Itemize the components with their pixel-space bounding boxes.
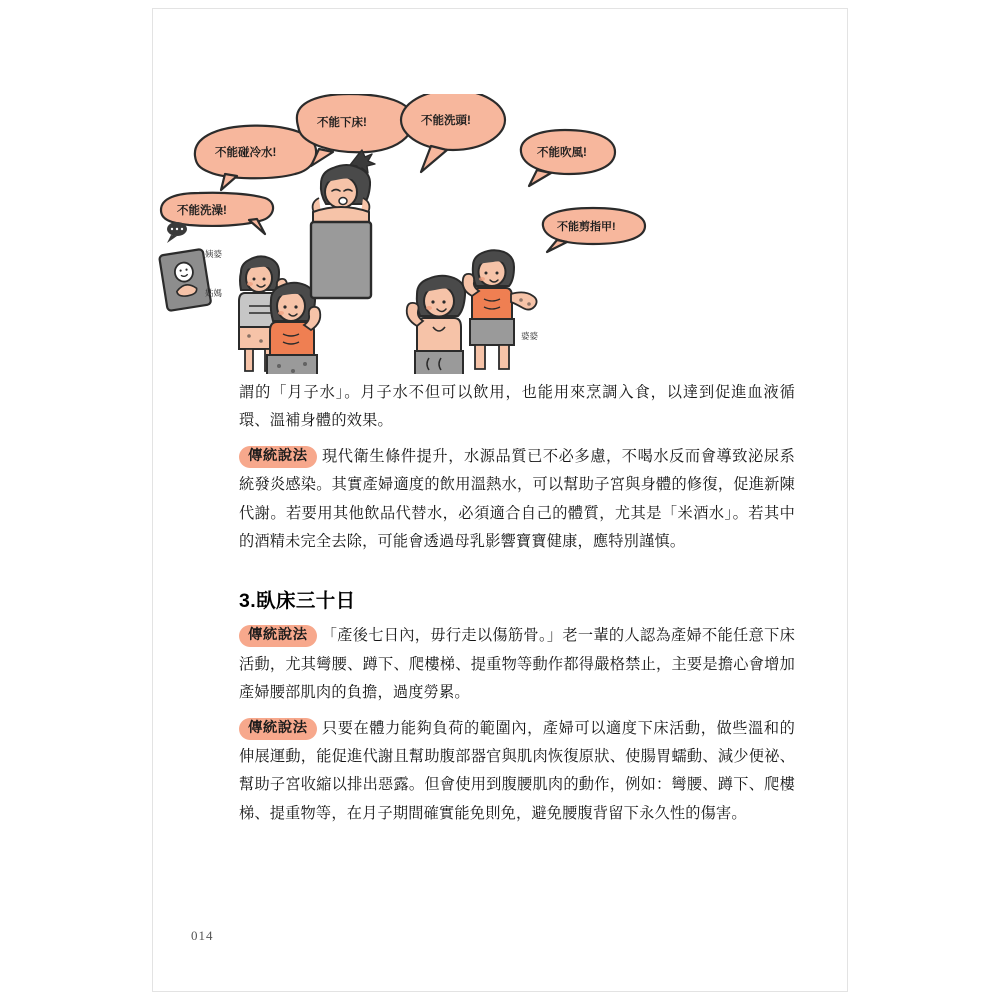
traditional-saying-badge: 傳統說法: [239, 718, 317, 740]
book-page: [152, 8, 848, 992]
paragraph: [239, 715, 795, 829]
paragraph-text: 現代衛生條件提升，水源品質已不必多慮，不喝水反而會導致泌尿系統發炎感染。其實產婦適度的飲用溫熱水，可以幫助子宮與身體的修復，促進新陳代謝。若要用其他飲品代替水，必須適合自己的體質，尤其是「米酒水」。若其中的酒精未完全去除，可能會透過母乳影響寶寶健康，應特別謹慎。: [239, 447, 795, 551]
bubble-no-wind: [521, 130, 615, 186]
paragraph: [239, 622, 795, 707]
paragraph-text: 「產後七日內，毋行走以傷筋骨。」老一輩的人認為產婦不能任意下床活動，尤其彎腰、蹲下、爬樓梯、提重物等動作都得嚴格禁止，主要是擔心會增加產婦腰部肌肉的負擔，過度勞累。: [239, 627, 795, 702]
paragraph: [239, 379, 795, 436]
bubble-no-nail-cutting-text: 不能剪指甲!: [557, 221, 616, 233]
section-heading: 3.臥床三十日: [239, 590, 356, 613]
bubble-no-bathing-text: 不能洗澡!: [177, 205, 227, 217]
paragraph-text: 只要在體力能夠負荷的範圍內，產婦可以適度下床活動，做些溫和的伸展運動，能促進代謝且幫助腹部器官與肌肉恢復原狀、使腸胃蠕動、減少便祕、幫助子宮收縮以排出惡露。但會使用到腹腰肌肉的動作，例如：彎腰、蹲下、爬樓梯、提重物等，在月子期間確實能免則免，避免腰腹背留下永久性的傷害。: [239, 719, 795, 822]
bubble-no-leaving-bed-text: 不能下床!: [317, 117, 367, 129]
character-mother-in-law: [463, 250, 539, 369]
character-eldest-aunt: [407, 276, 467, 374]
label-great-aunt: 姨婆: [205, 249, 223, 259]
label-mother-in-law: 婆婆: [521, 331, 539, 341]
label-paternal-aunt: 姑媽: [205, 288, 223, 298]
illustration-postpartum-taboos: [153, 94, 849, 374]
bubble-no-cold-water: [195, 126, 316, 190]
bubble-no-hair-wash: [401, 94, 505, 172]
page-number: 014: [191, 928, 214, 943]
paragraph-text: 謂的「月子水」。月子水不但可以飲用，也能用來烹調入食，以達到促進血液循環、溫補身體的效果。: [239, 384, 795, 430]
page-content: [239, 379, 795, 830]
tablet-chat-bubble: [167, 222, 187, 243]
bubble-no-hair-wash-text: 不能洗頭!: [421, 115, 471, 127]
bubble-no-cold-water-text: 不能碰冷水!: [215, 147, 277, 159]
bubble-no-nail-cutting: [543, 208, 645, 252]
traditional-saying-badge: 傳統說法: [239, 446, 317, 468]
video-call-tablet: [159, 222, 211, 311]
character-new-mother-in-bed: [311, 150, 375, 298]
traditional-saying-badge: 傳統說法: [239, 625, 317, 647]
paragraph: [239, 443, 795, 557]
bubble-no-wind-text: 不能吹風!: [537, 147, 587, 159]
